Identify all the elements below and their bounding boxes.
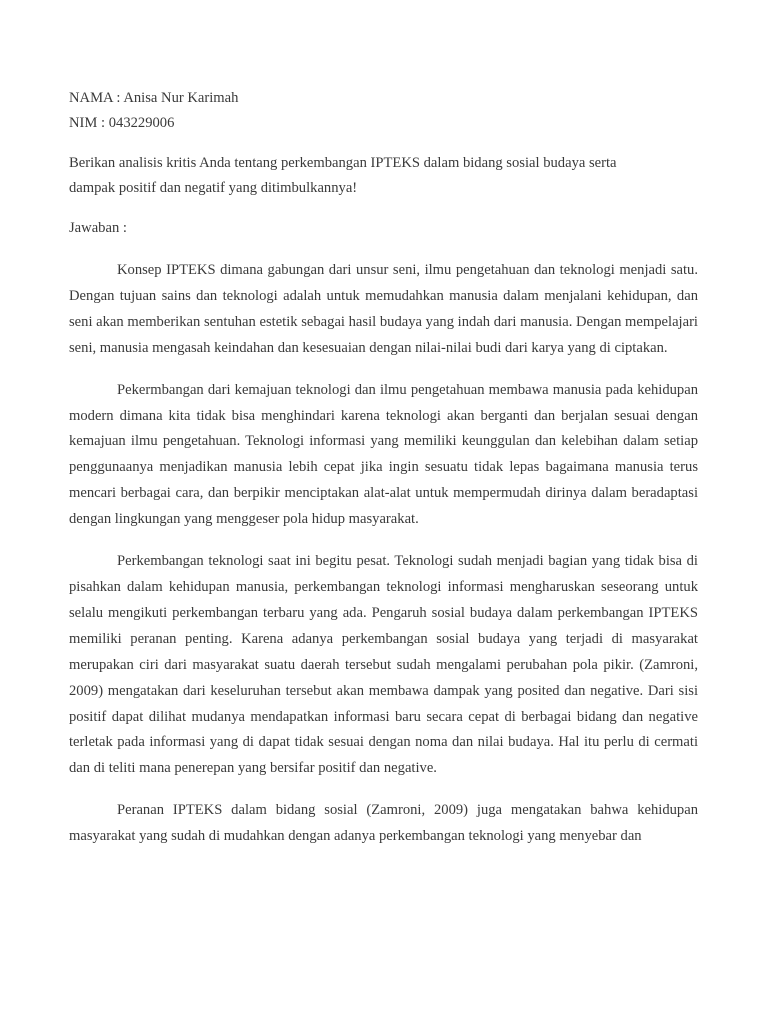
question-line-2: dampak positif dan negatif yang ditimbulkannya! — [69, 180, 358, 196]
answer-paragraph-1: Konsep IPTEKS dimana gabungan dari unsur seni, ilmu pengetahuan dan teknologi menjadi satu. Dengan tujuan sains dan teknologi adalah untuk memudahkan manusia dalam menjalani kehidupan, dan seni akan memberikan sentuhan estetik sebagai hasil budaya yang indah dari manusia. Dengan mempelajari seni, manusia mengasah keindahan dan kesesuaian dengan nilai-nilai budi dari karya yang di ciptakan. — [69, 262, 698, 356]
answer-paragraph-2: Pekermbangan dari kemajuan teknologi dan ilmu pengetahuan membawa manusia pada kehidupan modern dimana kita tidak bisa menghindari karena teknologi akan berganti dan berjalan sesuai dengan kemajuan ilmu pengetahuan. Teknologi informasi yang memiliki keunggulan dan kelebihan dalam setiap penggunaanya menjadikan manusia lebih cepat jika ingin sesuatu tidak lepas bagaimana manusia terus mencari berbagai cara, dan berpikir menciptakan alat-alat untuk mempermudah dirinya dalam beradaptasi dengan lingkungan yang menggeser pola hidup masyarakat. — [69, 381, 698, 528]
question-text — [69, 151, 698, 201]
answer-paragraph-4: Peranan IPTEKS dalam bidang sosial (Zamroni, 2009) juga mengatakan bahwa kehidupan masyarakat yang sudah di mudahkan dengan adanya perkembangan teknologi yang menyebar dan — [69, 802, 698, 845]
question-line-1: Berikan analisis kritis Anda tentang perkembangan IPTEKS dalam bidang sosial budaya serta — [69, 155, 617, 171]
student-name: NAMA : Anisa Nur Karimah — [69, 90, 239, 106]
answer-paragraph-3: Perkembangan teknologi saat ini begitu pesat. Teknologi sudah menjadi bagian yang tidak bisa di pisahkan dalam kehidupan manusia, perkembangan teknologi informasi mengharuskan seseorang untuk selalu mengikuti perkembangan terbaru yang ada. Pengaruh sosial budaya dalam perkembangan IPTEKS memiliki peranan penting. Karena adanya perkembangan sosial budaya yang terjadi di masyarakat merupakan ciri dari masyarakat suatu daerah tersebut sudah mengalami perubahan pola pikir. (Zamroni, 2009) mengatakan dari keseluruhan tersebut akan membawa dampak yang posited dan negative. Dari sisi positif dapat dilihat mudanya mendapatkan informasi baru secara cepat di berbagai bidang dan negative terletak pada informasi yang di dapat tidak sesuai dengan noma dan nilai budaya. Hal itu perlu di cermati dan di teliti mana penerepan yang bersifar positif dan negative. — [69, 553, 698, 777]
answer-label: Jawaban : — [69, 220, 127, 236]
student-id: NIM : 043229006 — [69, 115, 175, 131]
